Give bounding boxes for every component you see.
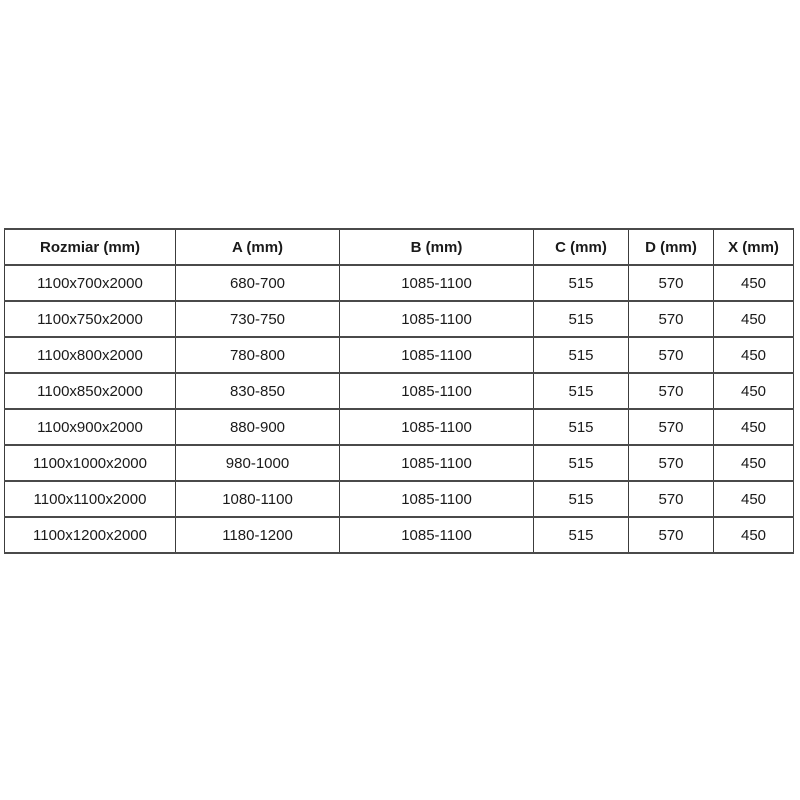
cell-x: 450 xyxy=(714,445,794,481)
cell-c: 515 xyxy=(534,445,629,481)
cell-c: 515 xyxy=(534,481,629,517)
column-header-c: C (mm) xyxy=(534,229,629,265)
table-row xyxy=(5,517,794,553)
table-row xyxy=(5,481,794,517)
cell-x: 450 xyxy=(714,409,794,445)
column-header-d: D (mm) xyxy=(629,229,714,265)
cell-b: 1085-1100 xyxy=(340,517,534,553)
table-row xyxy=(5,445,794,481)
cell-d: 570 xyxy=(629,445,714,481)
cell-b: 1085-1100 xyxy=(340,409,534,445)
column-header-rozmiar: Rozmiar (mm) xyxy=(5,229,176,265)
table-row xyxy=(5,373,794,409)
cell-a: 680-700 xyxy=(176,265,340,301)
table-row xyxy=(5,409,794,445)
cell-rozmiar: 1100x1200x2000 xyxy=(5,517,176,553)
cell-x: 450 xyxy=(714,373,794,409)
cell-a: 980-1000 xyxy=(176,445,340,481)
table-row xyxy=(5,265,794,301)
cell-a: 830-850 xyxy=(176,373,340,409)
cell-rozmiar: 1100x900x2000 xyxy=(5,409,176,445)
cell-d: 570 xyxy=(629,337,714,373)
cell-rozmiar: 1100x700x2000 xyxy=(5,265,176,301)
cell-d: 570 xyxy=(629,373,714,409)
cell-d: 570 xyxy=(629,481,714,517)
cell-b: 1085-1100 xyxy=(340,301,534,337)
cell-x: 450 xyxy=(714,265,794,301)
cell-x: 450 xyxy=(714,517,794,553)
cell-c: 515 xyxy=(534,373,629,409)
cell-a: 1080-1100 xyxy=(176,481,340,517)
cell-a: 780-800 xyxy=(176,337,340,373)
cell-rozmiar: 1100x1000x2000 xyxy=(5,445,176,481)
cell-d: 570 xyxy=(629,265,714,301)
cell-b: 1085-1100 xyxy=(340,373,534,409)
cell-a: 730-750 xyxy=(176,301,340,337)
cell-rozmiar: 1100x1100x2000 xyxy=(5,481,176,517)
column-header-a: A (mm) xyxy=(176,229,340,265)
shower-dimensions-table xyxy=(4,228,794,554)
cell-b: 1085-1100 xyxy=(340,445,534,481)
cell-d: 570 xyxy=(629,409,714,445)
cell-c: 515 xyxy=(534,517,629,553)
cell-a: 880-900 xyxy=(176,409,340,445)
column-header-x: X (mm) xyxy=(714,229,794,265)
table-row xyxy=(5,301,794,337)
cell-rozmiar: 1100x800x2000 xyxy=(5,337,176,373)
cell-b: 1085-1100 xyxy=(340,337,534,373)
cell-x: 450 xyxy=(714,481,794,517)
header-row xyxy=(5,229,794,265)
cell-b: 1085-1100 xyxy=(340,481,534,517)
cell-x: 450 xyxy=(714,301,794,337)
column-header-b: B (mm) xyxy=(340,229,534,265)
cell-c: 515 xyxy=(534,337,629,373)
cell-c: 515 xyxy=(534,409,629,445)
cell-b: 1085-1100 xyxy=(340,265,534,301)
table-row xyxy=(5,337,794,373)
cell-d: 570 xyxy=(629,517,714,553)
cell-x: 450 xyxy=(714,337,794,373)
cell-rozmiar: 1100x850x2000 xyxy=(5,373,176,409)
cell-rozmiar: 1100x750x2000 xyxy=(5,301,176,337)
cell-a: 1180-1200 xyxy=(176,517,340,553)
cell-d: 570 xyxy=(629,301,714,337)
cell-c: 515 xyxy=(534,265,629,301)
cell-c: 515 xyxy=(534,301,629,337)
